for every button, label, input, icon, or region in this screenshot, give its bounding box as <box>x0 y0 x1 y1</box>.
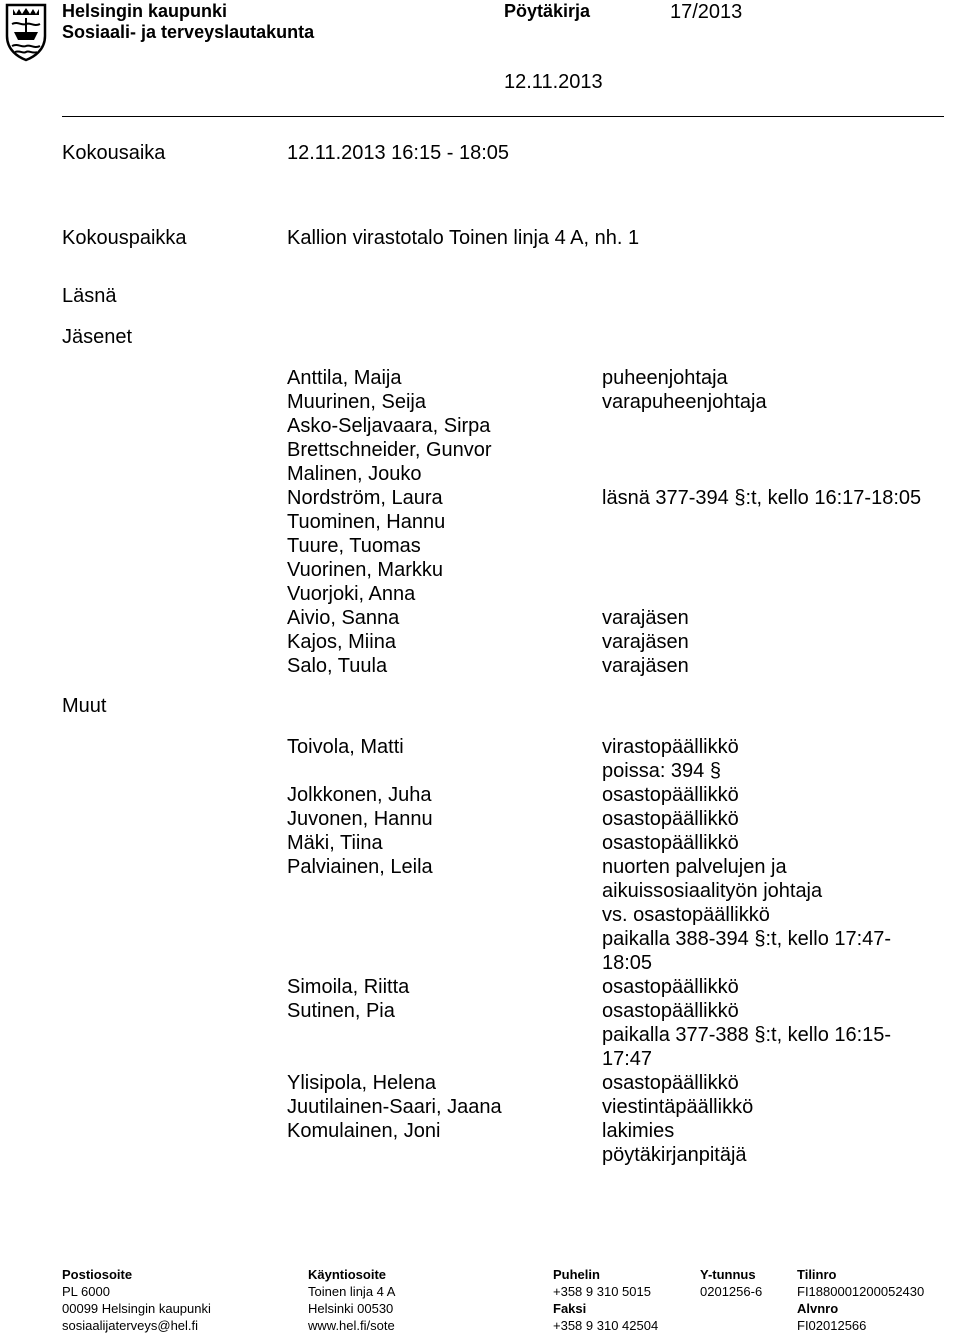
footer-vat-value: FI02012566 <box>797 1318 867 1333</box>
other-name <box>287 1023 502 1047</box>
member-name: Salo, Tuula <box>287 655 388 677</box>
member-name: Vuorinen, Markku <box>287 559 443 581</box>
member-role <box>602 438 921 462</box>
other-role: osastopäällikkö <box>602 784 739 806</box>
others-label: Muut <box>62 695 107 717</box>
other-name: Juvonen, Hannu <box>287 808 433 830</box>
footer-website-link[interactable]: www.hel.fi/sote <box>308 1318 395 1333</box>
member-role: puheenjohtaja <box>602 367 728 389</box>
member-name: Vuorjoki, Anna <box>287 583 416 605</box>
other-role: virastopäällikkö <box>602 736 739 758</box>
other-role: pöytäkirjanpitäjä <box>602 1144 747 1166</box>
member-role: varajäsen <box>602 655 689 677</box>
other-name: Toivola, Matti <box>287 736 404 758</box>
member-role <box>602 558 921 582</box>
document-type: Pöytäkirja <box>504 1 591 21</box>
footer-visiting-line: Toinen linja 4 A <box>308 1284 396 1299</box>
member-name: Malinen, Jouko <box>287 463 422 485</box>
other-name: Mäki, Tiina <box>287 832 383 854</box>
member-name: Tuominen, Hannu <box>287 511 446 533</box>
other-name <box>287 951 502 975</box>
other-role: 18:05 <box>602 952 653 974</box>
other-role: osastopäällikkö <box>602 976 739 998</box>
member-name: Nordström, Laura <box>287 487 443 509</box>
meeting-time-value: 12.11.2013 16:15 - 18:05 <box>287 142 510 164</box>
other-name <box>287 759 502 783</box>
footer-visiting-line: Helsinki 00530 <box>308 1301 394 1316</box>
footer-email-link[interactable]: sosiaalijaterveys@hel.fi <box>62 1318 199 1333</box>
other-role: nuorten palvelujen ja <box>602 856 787 878</box>
footer-business-id-value: 0201256-6 <box>700 1284 763 1299</box>
meeting-place-value: Kallion virastotalo Toinen linja 4 A, nh. 1 <box>287 227 640 249</box>
member-name: Muurinen, Seija <box>287 391 426 413</box>
other-name: Palviainen, Leila <box>287 856 433 878</box>
footer-postal-line: 00099 Helsingin kaupunki <box>62 1301 211 1316</box>
header-divider <box>62 116 944 117</box>
other-name: Jolkkonen, Juha <box>287 784 432 806</box>
other-role: viestintäpäällikkö <box>602 1096 754 1118</box>
other-role: osastopäällikkö <box>602 1072 739 1094</box>
member-name: Tuure, Tuomas <box>287 535 421 557</box>
footer-postal <box>62 1266 211 1334</box>
member-role <box>602 510 921 534</box>
footer-phone-value: +358 9 310 5015 <box>553 1284 651 1299</box>
other-role: aikuissosiaalityön johtaja <box>602 880 823 902</box>
member-role: varajäsen <box>602 631 689 653</box>
org-name: Helsingin kaupunki <box>62 1 228 21</box>
footer-phone <box>553 1266 658 1334</box>
other-role: osastopäällikkö <box>602 832 739 854</box>
meeting-place-label: Kokouspaikka <box>62 227 187 249</box>
other-role: osastopäällikkö <box>602 808 739 830</box>
members-label: Jäsenet <box>62 326 133 348</box>
other-role: lakimies <box>602 1120 675 1142</box>
member-name: Kajos, Miina <box>287 631 396 653</box>
footer-account-heading: Tilinro <box>797 1267 837 1282</box>
footer-fax-heading: Faksi <box>553 1301 587 1316</box>
document-date: 12.11.2013 <box>504 71 603 93</box>
member-role: varapuheenjohtaja <box>602 391 767 413</box>
footer-postal-heading: Postiosoite <box>62 1267 133 1282</box>
document-number: 17/2013 <box>670 1 743 23</box>
other-name <box>287 903 502 927</box>
member-role: varajäsen <box>602 607 689 629</box>
other-role: 17:47 <box>602 1048 653 1070</box>
member-role <box>602 462 921 486</box>
member-name: Asko-Seljavaara, Sirpa <box>287 415 491 437</box>
other-role: osastopäällikkö <box>602 1000 739 1022</box>
other-role: poissa: 394 § <box>602 760 721 782</box>
footer-account-value: FI1880001200052430 <box>797 1284 925 1299</box>
footer-business-id <box>700 1266 762 1300</box>
footer-fax-value: +358 9 310 42504 <box>553 1318 659 1333</box>
other-name <box>287 1047 502 1071</box>
member-name: Anttila, Maija <box>287 367 402 389</box>
others-names <box>287 735 502 1167</box>
footer-postal-line: PL 6000 <box>62 1284 110 1299</box>
member-name: Aivio, Sanna <box>287 607 400 629</box>
member-role: läsnä 377-394 §:t, kello 16:17-18:05 <box>602 487 922 509</box>
other-name: Juutilainen-Saari, Jaana <box>287 1096 502 1118</box>
footer-business-id-heading: Y-tunnus <box>700 1267 756 1282</box>
helsinki-crest-logo <box>4 2 48 62</box>
footer-visiting <box>308 1266 395 1334</box>
other-role: vs. osastopäällikkö <box>602 904 770 926</box>
member-name: Brettschneider, Gunvor <box>287 439 492 461</box>
footer-account <box>797 1266 924 1334</box>
other-name <box>287 879 502 903</box>
footer-visiting-heading: Käyntiosoite <box>308 1267 387 1282</box>
other-name: Komulainen, Joni <box>287 1120 441 1142</box>
others-roles <box>602 735 891 1167</box>
other-role: paikalla 377-388 §:t, kello 16:15- <box>602 1024 892 1046</box>
footer-vat-heading: Alvnro <box>797 1301 839 1316</box>
member-role <box>602 534 921 558</box>
member-role <box>602 582 921 606</box>
meeting-time-label: Kokousaika <box>62 142 166 164</box>
other-name <box>287 1143 502 1167</box>
other-name <box>287 927 502 951</box>
board-name: Sosiaali- ja terveyslautakunta <box>62 22 315 42</box>
other-name: Sutinen, Pia <box>287 1000 395 1022</box>
other-name: Ylisipola, Helena <box>287 1072 436 1094</box>
members-roles <box>602 366 921 678</box>
other-role: paikalla 388-394 §:t, kello 17:47- <box>602 928 892 950</box>
members-names <box>287 366 492 678</box>
present-label: Läsnä <box>62 285 117 307</box>
other-name: Simoila, Riitta <box>287 976 410 998</box>
footer-phone-heading: Puhelin <box>553 1267 600 1282</box>
member-role <box>602 414 921 438</box>
